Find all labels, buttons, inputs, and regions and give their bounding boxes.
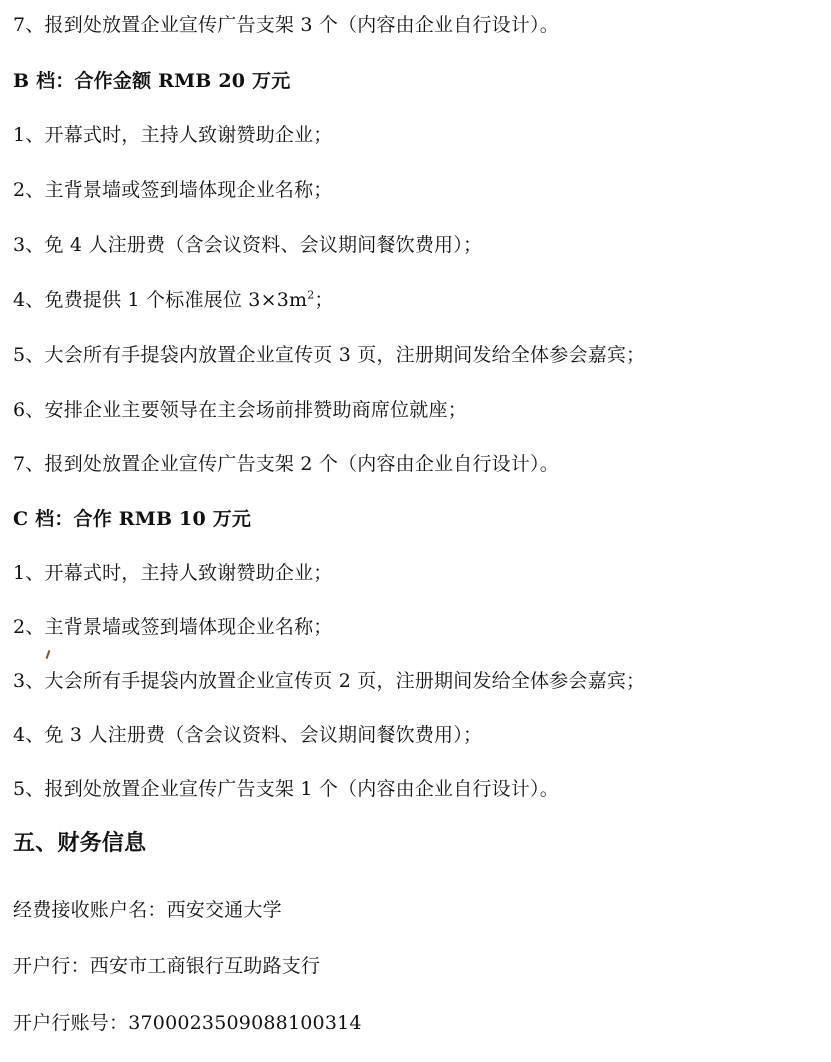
account-name: 经费接收账户名：西安交通大学 [13,899,282,921]
tier-b-item-2: 2、主背景墙或签到墙体现企业名称； [13,179,333,201]
tier-c-item-5: 5、报到处放置企业宣传广告支架 1 个（内容由企业自行设计）。 [13,778,559,800]
tier-b-item-5: 5、大会所有手提袋内放置企业宣传页 3 页，注册期间发给全体参会嘉宾； [13,344,646,366]
tier-b-item-4-text: 4、免费提供 1 个标准展位 3×3m [13,289,308,311]
tier-a-item-7: 7、报到处放置企业宣传广告支架 3 个（内容由企业自行设计）。 [13,14,559,36]
tier-c-item-2: 2、主背景墙或签到墙体现企业名称； [13,616,333,638]
tier-b-item-1: 1、开幕式时，主持人致谢赞助企业； [13,124,333,146]
paper-mark [46,650,51,659]
tier-c-item-1: 1、开幕式时，主持人致谢赞助企业； [13,562,333,584]
tier-b-item-3: 3、免 4 人注册费（含会议资料、会议期间餐饮费用）； [13,234,483,256]
tier-c-heading: C 档：合作 RMB 10 万元 [13,508,252,530]
tier-c-item-4: 4、免 3 人注册费（含会议资料、会议期间餐饮费用）； [13,724,483,746]
account-number: 开户行账号：3700023509088100314 [13,1012,362,1034]
bank-name: 开户行：西安市工商银行互助路支行 [13,955,321,977]
tier-b-item-7: 7、报到处放置企业宣传广告支架 2 个（内容由企业自行设计）。 [13,453,559,475]
tier-b-item-6: 6、安排企业主要领导在主会场前排赞助商席位就座； [13,399,467,421]
tier-c-item-3: 3、大会所有手提袋内放置企业宣传页 2 页，注册期间发给全体参会嘉宾； [13,670,646,692]
tier-b-item-4-end: ； [314,289,334,311]
superscript-2: 2 [307,288,315,302]
section-heading-finance: 五、财务信息 [13,831,147,856]
tier-b-item-4 [13,287,334,313]
tier-b-heading: B 档：合作金额 RMB 20 万元 [13,70,291,92]
